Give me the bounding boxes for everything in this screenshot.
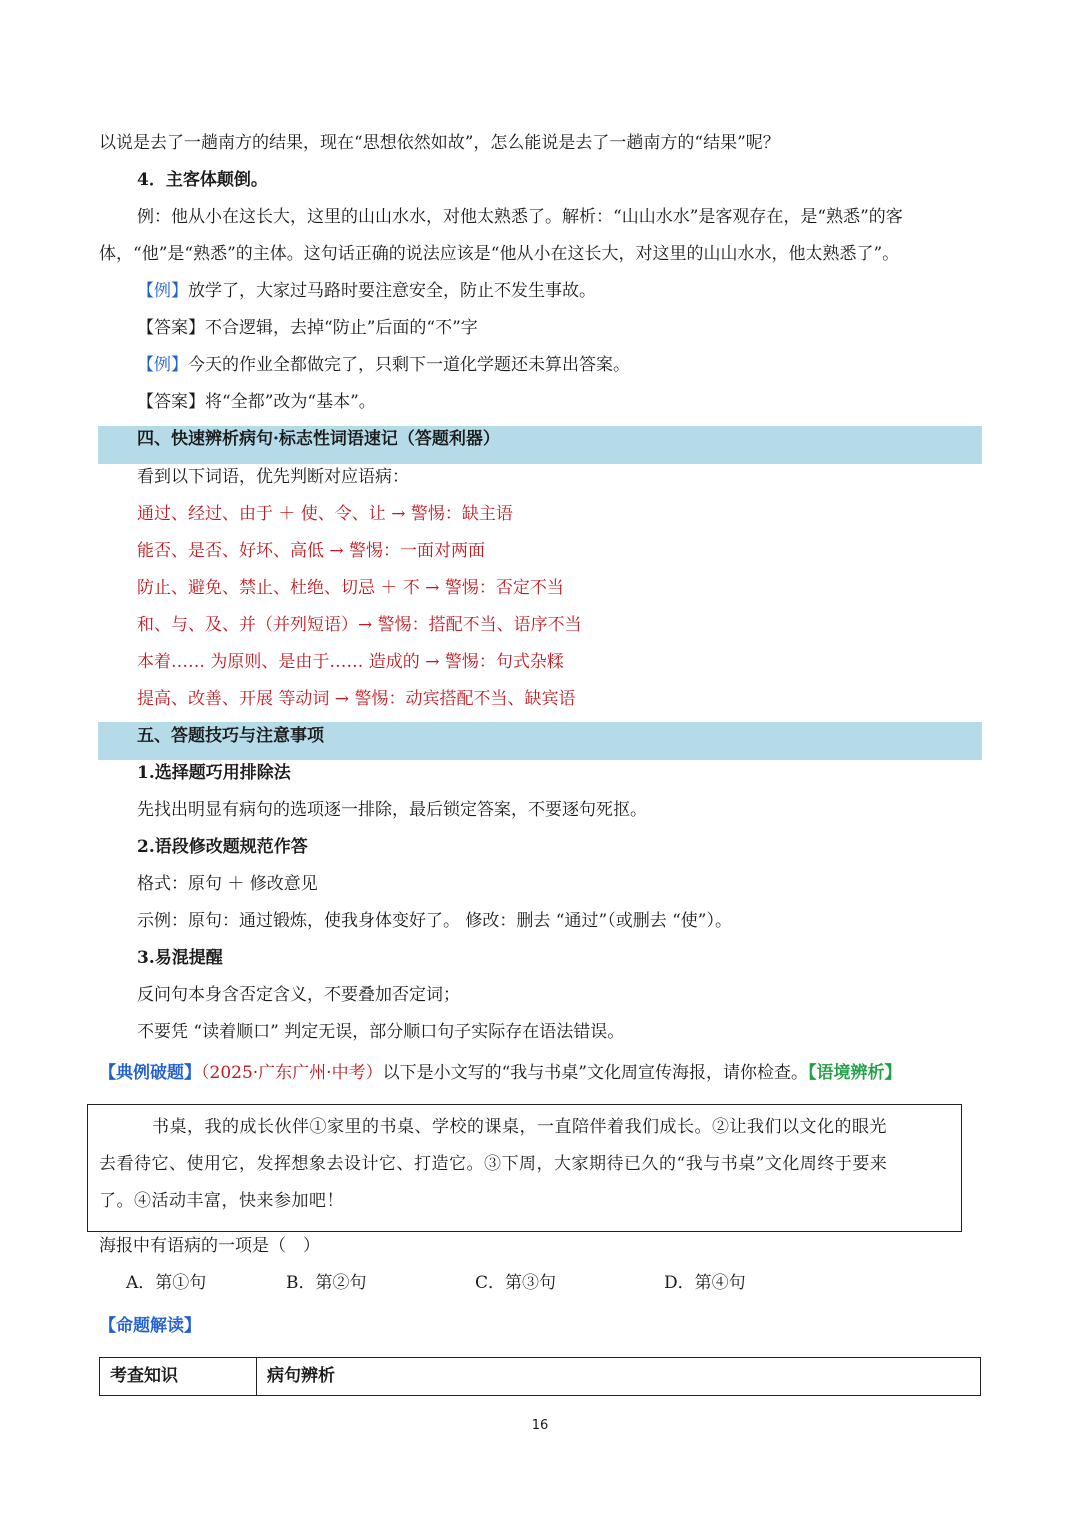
tip-2-example: 示例：原句：通过锻炼，使我身体变好了。 修改：删去 “通过”（或删去 “使”）。 — [137, 911, 732, 931]
example-tag: 【例】 — [137, 281, 188, 301]
table-divider — [256, 1358, 257, 1395]
example-label: 【典例破题】 — [99, 1063, 201, 1083]
tip-1-text: 先找出明显有病句的选项逐一排除，最后锁定答案，不要逐句死抠。 — [137, 800, 647, 820]
poster-line-1: 书桌，我的成长伙伴①家里的书桌、学校的课桌，一直陪伴着我们成长。②让我们以文化的眼光 — [152, 1117, 887, 1137]
rule-item: 提高、改善、开展 等动词 → 警惕：动宾搭配不当、缺宾语 — [137, 689, 576, 709]
example-text: 今天的作业全都做完了，只剩下一道化学题还未算出答案。 — [188, 355, 630, 375]
example-question-1 — [137, 280, 596, 302]
example-line-2: 体，“他”是“熟悉”的主体。这句话正确的说法应该是“他从小在这长大，对这里的山山水水，他太熟悉了”。 — [99, 244, 900, 264]
rule-item: 防止、避免、禁止、杜绝、切忌 ＋ 不 → 警惕：否定不当 — [137, 578, 564, 598]
answer-2: 【答案】将“全都”改为“基本”。 — [137, 392, 376, 412]
analysis-label: 【命题解读】 — [99, 1316, 201, 1336]
example-question-2 — [137, 354, 630, 376]
option-b[interactable]: B．第②句 — [286, 1273, 367, 1293]
rule-item: 能否、是否、好坏、高低 → 警惕：一面对两面 — [137, 541, 486, 561]
section-4-intro: 看到以下词语，优先判断对应语病： — [137, 467, 409, 487]
option-a[interactable]: A．第①句 — [126, 1273, 207, 1293]
paragraph-line: 以说是去了一趟南方的结果，现在“思想依然如故”，怎么能说是去了一趟南方的“结果”呢？ — [99, 133, 780, 153]
question-text: 海报中有语病的一项是（ ） — [99, 1236, 320, 1256]
tip-3-text-2: 不要凭 “读着顺口” 判定无误，部分顺口句子实际存在语法错误。 — [137, 1022, 625, 1042]
example-source: （2025·广东广州·中考） — [201, 1063, 383, 1083]
example-line-1: 例：他从小在这长大，这里的山山水水，对他太熟悉了。解析：“山山水水”是客观存在，是“熟悉”的客 — [137, 207, 903, 227]
tip-3-text-1: 反问句本身含否定含义，不要叠加否定词； — [137, 985, 460, 1005]
heading-4: 4．主客体颠倒。 — [137, 170, 268, 190]
poster-line-2: 去看待它、使用它，发挥想象去设计它、打造它。③下周，大家期待已久的“我与书桌”文化周终于要来 — [99, 1154, 888, 1174]
section-5-title: 五、答题技巧与注意事项 — [137, 726, 324, 746]
page-number: 16 — [531, 1418, 549, 1433]
analysis-table — [99, 1357, 981, 1396]
section-4-title: 四、快速辨析病句·标志性词语速记（答题利器） — [137, 429, 500, 449]
answer-1: 【答案】不合逻辑，去掉“防止”后面的“不”字 — [137, 318, 478, 338]
tip-3-heading: 3.易混提醒 — [137, 948, 223, 968]
option-d[interactable]: D．第④句 — [664, 1273, 746, 1293]
example-tag: 【例】 — [137, 355, 188, 375]
option-c[interactable]: C．第③句 — [475, 1273, 557, 1293]
poster-line-3: 了。④活动丰富，快来参加吧！ — [99, 1191, 344, 1211]
example-intro — [99, 1062, 901, 1084]
tip-2-heading: 2.语段修改题规范作答 — [137, 837, 308, 857]
table-value: 病句辨析 — [267, 1366, 335, 1386]
tip-2-format: 格式：原句 ＋ 修改意见 — [137, 874, 318, 894]
example-instruction: 以下是小文写的“我与书桌”文化周宣传海报，请你检查。 — [382, 1063, 808, 1083]
rule-item: 本着…… 为原则、是由于…… 造成的 → 警惕：句式杂糅 — [137, 652, 564, 672]
tip-1-heading: 1.选择题巧用排除法 — [137, 763, 291, 783]
example-text: 放学了，大家过马路时要注意安全，防止不发生事故。 — [188, 281, 596, 301]
example-type-tag: 【语境辨析】 — [807, 1063, 902, 1083]
rule-item: 和、与、及、并（并列短语）→ 警惕：搭配不当、语序不当 — [137, 615, 582, 635]
rule-item: 通过、经过、由于 ＋ 使、令、让 → 警惕：缺主语 — [137, 504, 513, 524]
table-key: 考查知识 — [110, 1366, 178, 1386]
